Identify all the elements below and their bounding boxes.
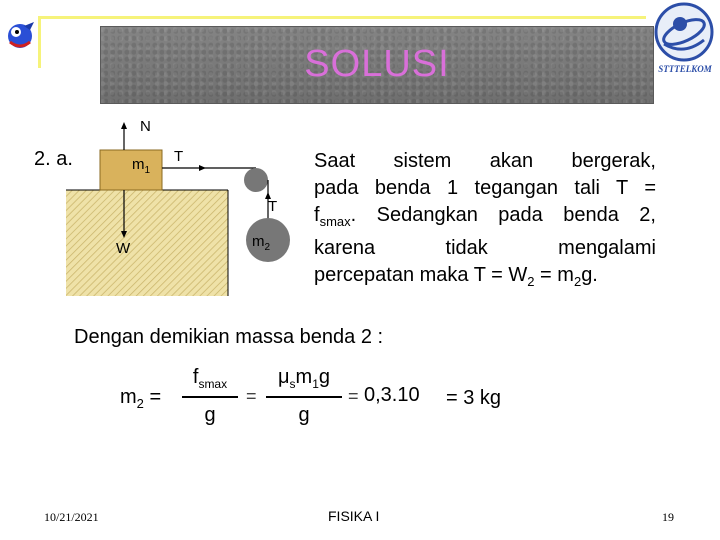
fraction2-denominator: g — [298, 404, 310, 426]
footer-center: FISIKA I — [328, 508, 380, 524]
slide-title: SOLUSI — [304, 43, 450, 85]
accent-line-left — [38, 16, 41, 68]
title-banner — [100, 26, 654, 104]
footer-page-number: 19 — [662, 510, 674, 524]
mascot-icon — [4, 20, 38, 52]
label-T-right: T — [268, 198, 278, 215]
formula — [120, 364, 540, 434]
label-T-top: T — [174, 148, 184, 165]
label-m1: $m_1$ — [132, 156, 151, 176]
block-m1 — [100, 150, 162, 190]
explanation-line-2: pada benda 1 tegangan tali T = — [314, 177, 656, 199]
explanation-line-1: Saat sistem akan bergerak, — [314, 150, 656, 172]
fraction1-numerator: $f_{smax}$ — [192, 366, 228, 391]
stttelkom-logo — [650, 0, 720, 80]
label-m2: $m_2$ — [252, 233, 271, 253]
fraction1-denominator: g — [204, 404, 216, 426]
explanation-line-4: karena tidak mengalami — [314, 237, 656, 259]
footer-date: 10/21/2021 — [44, 510, 99, 524]
fraction1-bar — [182, 396, 238, 398]
conclusion-text: Dengan demikian massa benda 2 : — [74, 326, 384, 348]
table-surface — [66, 190, 228, 296]
explanation-paragraph — [314, 148, 656, 295]
explanation-line-3: $f_{smax}$. Sedangkan pada benda 2, — [314, 204, 656, 229]
fraction2-bar — [266, 396, 342, 398]
accent-line-top — [38, 16, 646, 19]
pulley — [244, 168, 268, 192]
problem-label: 2. a. — [34, 148, 73, 170]
label-N: N — [140, 118, 151, 135]
formula-lhs: $m_2$ = — [120, 386, 162, 411]
logo-emblem-icon — [650, 0, 720, 64]
formula-equals-1: = — [246, 386, 257, 406]
formula-result: = 3 kg — [446, 387, 502, 409]
formula-value: 0,3.10 — [364, 384, 420, 406]
label-W: W — [116, 240, 131, 257]
logo-text: STTTELKOM — [658, 64, 712, 74]
fraction2-numerator: $\mu_sm_1g$ — [277, 366, 330, 391]
formula-equals-2: = — [348, 386, 359, 406]
explanation-line-5: percepatan maka $T = W_2 = m_2g$. — [314, 264, 598, 289]
